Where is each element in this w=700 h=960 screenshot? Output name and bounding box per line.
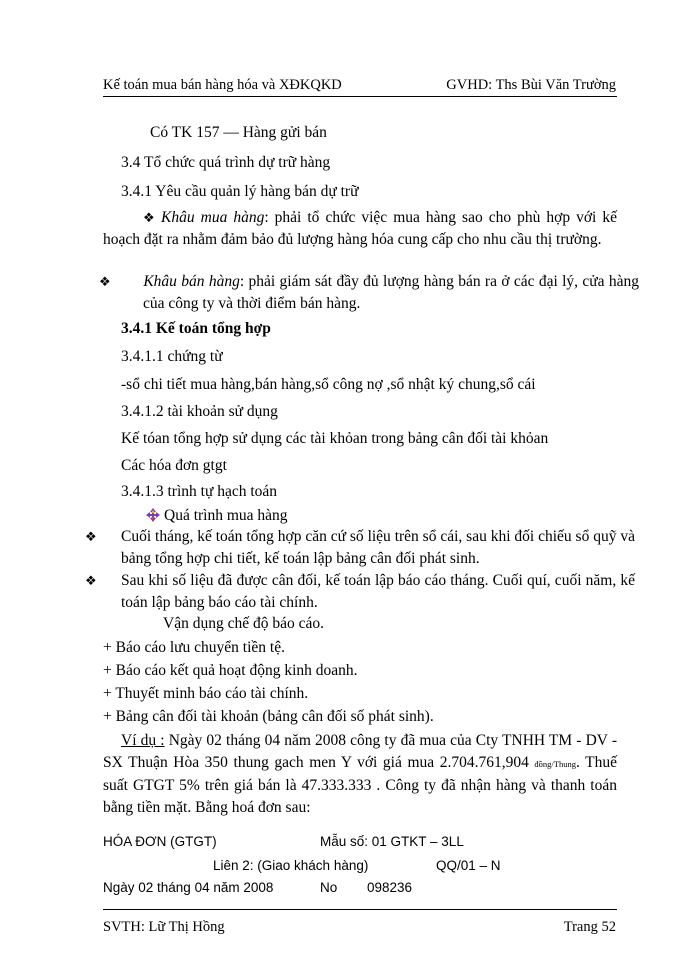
heading-ke-toan-tong-hop: 3.4.1 Kế toán tổng hợp [121, 320, 271, 337]
bullet-italic-label: Khâu bán hàng [143, 273, 240, 290]
header-rule [103, 96, 617, 97]
co-tk-line: Có TK 157 — Hàng gửi bán [150, 124, 327, 141]
bullet-text: Sau khi số liệu đã được cân đối, kế toán lập báo cáo tháng. Cuối quí, cuối năm, kế toán lập bảng báo cáo tài chính. [121, 572, 635, 611]
header-left: Kế toán mua bán hàng hóa và XĐKQKD [103, 77, 342, 93]
bullet-text: : phải giám sát đầy đủ lượng hàng bán ra ở các đại lý, cửa hàng của công ty và thời điểm bán hàng. [143, 273, 640, 312]
invoice-no-value: 098236 [367, 880, 413, 895]
invoice-no-label: No [320, 880, 338, 895]
plus-item: + Bảng cân đối tài khoản (bảng cân đối số phát sinh). [103, 708, 434, 725]
bullet-khau-mua-hang [103, 207, 617, 251]
plus-item: + Báo cáo kết quả hoạt động kinh doanh. [103, 662, 358, 679]
example-paragraph [103, 730, 617, 819]
footer-right: Trang 52 [563, 919, 616, 935]
qua-trinh-label: Quá trình mua hàng [164, 507, 288, 524]
bullet-text: Cuối tháng, kế toán tổng hợp căn cứ số liệu trên sổ cái, sau khi đối chiếu sổ quỹ và bảng tổng hợp chi tiết, kế toán lập bảng cân đối phát sinh. [121, 528, 635, 567]
plus-item: + Thuyết minh báo cáo tài chính. [103, 685, 309, 702]
van-dung-line: Vận dụng chế độ báo cáo. [163, 615, 324, 632]
invoice-qq: QQ/01 – N [436, 858, 501, 873]
qua-trinh-mua-hang [146, 505, 288, 527]
example-label: Ví dụ : [121, 732, 165, 749]
diamond-bullet-icon: ❖ [85, 529, 97, 544]
four-way-arrow-icon [146, 508, 160, 522]
heading-3-4: 3.4 Tổ chức quá trình dự trữ hàng [121, 154, 331, 171]
footer-rule [103, 909, 617, 910]
diamond-bullet-icon: ❖ [143, 210, 155, 225]
bullet-sau-khi [85, 570, 635, 614]
tai-khoan-line: Kế tóan tổng hợp sử dụng các tài khỏan trong bảng cân đối tài khỏan [121, 430, 549, 447]
plus-item: + Báo cáo lưu chuyển tiền tệ. [103, 639, 285, 656]
bullet-cuoi-thang [85, 526, 635, 570]
header-right: GVHD: Ths Bùi Văn Trường [446, 77, 616, 93]
bullet-khau-ban-hang [99, 271, 640, 315]
bullet-text: : phải tổ chức việc mua hàng sao cho phù hợp với kế hoạch đặt ra nhằm đảm bảo đủ lượng hàng hóa cung cấp cho nhu cầu thị trường. [103, 209, 617, 248]
heading-3-4-1: 3.4.1 Yêu cầu quản lý hàng bán dự trữ [121, 183, 359, 200]
heading-trinh-tu: 3.4.1.3 trình tự hạch toán [121, 483, 278, 500]
bullet-italic-label: Khâu mua hàng [161, 209, 265, 226]
example-text: Ngày 02 tháng 04 năm 2008 công ty đã mua của Cty TNHH TM - DV - SX Thuận Hòa 350 thung gach men Y với giá mua 2.704.761,904 [103, 732, 617, 771]
heading-tai-khoan: 3.4.1.2 tài khoản sử dụng [121, 403, 278, 420]
example-unit: đồng/Thung [534, 759, 576, 769]
footer-left: SVTH: Lữ Thị Hồng [103, 919, 225, 935]
hoa-don-line: Các hóa đơn gtgt [121, 457, 227, 474]
diamond-bullet-icon: ❖ [85, 573, 97, 588]
diamond-bullet-icon: ❖ [99, 274, 111, 289]
example-text: . Thuế suất GTGT 5% trên giá bán là 47.333.333 . Công ty đã nhận hàng và thanh toán bằng tiền mặt. Bằng hoá đơn sau: [103, 754, 618, 816]
invoice-date: Ngày 02 tháng 04 năm 2008 [103, 880, 274, 895]
so-sach-line: -sổ chi tiết mua hàng,bán hàng,sổ công nợ ,sổ nhật ký chung,sổ cái [121, 376, 536, 393]
heading-chung-tu: 3.4.1.1 chứng từ [121, 348, 223, 365]
invoice-lien: Liên 2: (Giao khách hàng) [213, 858, 369, 873]
invoice-mau-so: Mẫu số: 01 GTKT – 3LL [320, 834, 464, 849]
invoice-title: HÓA ĐƠN (GTGT) [103, 834, 217, 849]
